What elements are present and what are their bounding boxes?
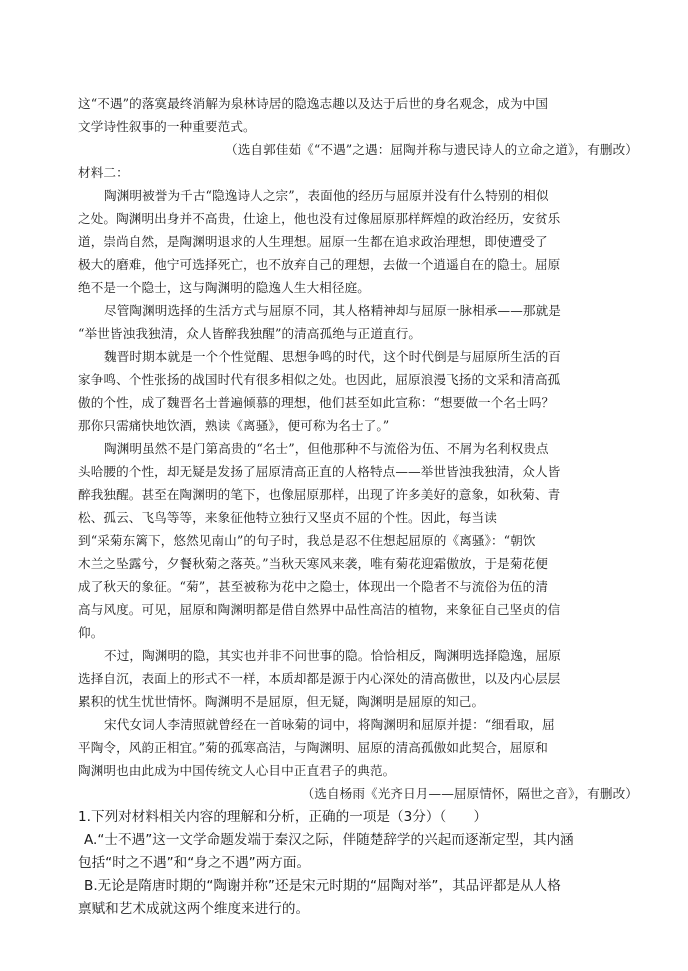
text-line: 那你只需痛快地饮酒，熟读《离骚》，便可称为名士了。” bbox=[78, 418, 390, 433]
text-line: 宋代女词人李清照就曾经在一首咏菊的词中，将陶渊明和屈原并提：“细看取，屈 bbox=[104, 717, 555, 732]
text-line: “举世皆浊我独清，众人皆醉我独醒”的清高孤绝与正道直行。 bbox=[78, 326, 422, 341]
text-line: 文学诗性叙事的一种重要范式。 bbox=[78, 119, 256, 134]
paragraph bbox=[78, 299, 638, 345]
paragraph bbox=[78, 184, 638, 299]
text-line: 选择自沉，表面上的形式不一样，本质却都是源于内心深处的清高傲世，以及内心层层 bbox=[78, 671, 561, 686]
source-citation-2: （选自杨雨《光齐日月——屈原情怀，隔世之音》，有删改） bbox=[301, 786, 638, 801]
document-page bbox=[78, 92, 638, 921]
text-line: 仰。 bbox=[78, 625, 104, 640]
text-line: 极大的磨难，他宁可选择死亡，也不放弃自己的理想，去做一个逍遥自在的隐士。屈原 bbox=[78, 257, 561, 272]
question-stem: 1.下列对材料相关内容的理解和分析，正确的一项是（3分）（ ） bbox=[78, 809, 488, 825]
text-line: 成了秋天的象征。“菊”，甚至被称为花中之隐士，体现出一个隐者不与流俗为伍的清 bbox=[78, 579, 549, 594]
text-line: 陶渊明也由此成为中国传统文人心目中正直君子的典范。 bbox=[78, 763, 396, 778]
text-line: 道，崇尚自然，是陶渊明退求的人生理想。屈原一生都在追求政治理想，即使遭受了 bbox=[78, 234, 548, 249]
text-line: 木兰之坠露兮，夕餐秋菊之落英。”当秋天寒风来袭，唯有菊花迎霜傲放，于是菊花便 bbox=[78, 556, 548, 571]
text-line: 醉我独醒。甚至在陶渊明的笔下，也像屈原那样，出现了许多美好的意象，如秋菊、青 bbox=[78, 487, 561, 502]
text-line: 高与风度。可见，屈原和陶渊明都是借自然界中品性高洁的植物，来象征自己坚贞的信 bbox=[78, 602, 561, 617]
text-line: 到“采菊东篱下，悠然见南山”的句子时，我总是忍不住想起屈原的《离骚》：“朝饮 bbox=[78, 533, 536, 548]
material-2-label: 材料二： bbox=[78, 165, 129, 180]
text-line: 尽管陶渊明选择的生活方式与屈原不同，其人格精神却与屈原一脉相承——那就是 bbox=[104, 303, 561, 318]
paragraph bbox=[78, 345, 638, 437]
paragraph bbox=[78, 437, 638, 644]
source-citation-1: （选自郭佳茹《“不遇”之遇：屈陶并称与遗民诗人的立命之道》，有删改） bbox=[225, 142, 638, 157]
text-line: 陶渊明被誉为千古“隐逸诗人之宗”，表面他的经历与屈原并没有什么特别的相似 bbox=[104, 188, 549, 203]
text-line: 不过，陶渊明的隐，其实也并非不问世事的隐。恰恰相反，陶渊明选择隐逸，屈原 bbox=[104, 648, 561, 663]
text-line: 绝不是一个隐士，这与陶渊明的隐逸人生大相径庭。 bbox=[78, 280, 370, 295]
passage-continuation bbox=[78, 92, 638, 138]
paragraph bbox=[78, 644, 638, 713]
text-line: 之处。陶渊明出身并不高贵，仕途上，他也没有过像屈原那样辉煌的政治经历，安贫乐 bbox=[78, 211, 561, 226]
option-b bbox=[78, 875, 638, 921]
text-line: 平陶令，风韵正相宜。”菊的孤寒高洁，与陶渊明、屈原的清高孤傲如此契合，屈原和 bbox=[78, 740, 548, 755]
text-line: 魏晋时期本就是一个个性觉醒、思想争鸣的时代，这个时代倒是与屈原所生活的百 bbox=[104, 349, 561, 364]
option-line: B.无论是隋唐时期的“陶谢并称”还是宋元时期的“屈陶对举”，其品评都是从人格 bbox=[84, 878, 561, 894]
text-line: 头哈腰的个性，却无疑是发扬了屈原清高正直的人格特点——举世皆浊我独清，众人皆 bbox=[78, 464, 561, 479]
text-line: 松、孤云、飞鸟等等，来象征他特立独行又坚贞不屈的个性。因此，每当读 bbox=[78, 510, 497, 525]
text-line: 陶渊明虽然不是门第高贵的“名士”，但他那种不与流俗为伍、不屑为名利权贵点 bbox=[104, 441, 549, 456]
option-line: A.“士不遇”这一文学命题发端于秦汉之际，伴随楚辞学的兴起而逐渐定型，其内涵 bbox=[84, 832, 574, 848]
paragraph bbox=[78, 713, 638, 782]
text-line: 累积的忧生忧世情怀。陶渊明不是屈原，但无疑，陶渊明是屈原的知己。 bbox=[78, 694, 485, 709]
option-line: 禀赋和艺术成就这两个维度来进行的。 bbox=[78, 901, 310, 917]
text-line: 这“不遇”的落寞最终消解为泉林诗居的隐逸志趣以及达于后世的身名观念，成为中国 bbox=[78, 96, 549, 111]
option-a bbox=[78, 829, 638, 875]
option-line: 包括“时之不遇”和“身之不遇”两方面。 bbox=[78, 855, 311, 871]
text-line: 傲的个性，成了魏晋名士普遍倾慕的理想，他们甚至如此宣称：“想要做一个名士吗？ bbox=[78, 395, 555, 410]
text-line: 家争鸣、个性张扬的战国时代有很多相似之处。也因此，屈原浪漫飞扬的文采和清高孤 bbox=[78, 372, 561, 387]
